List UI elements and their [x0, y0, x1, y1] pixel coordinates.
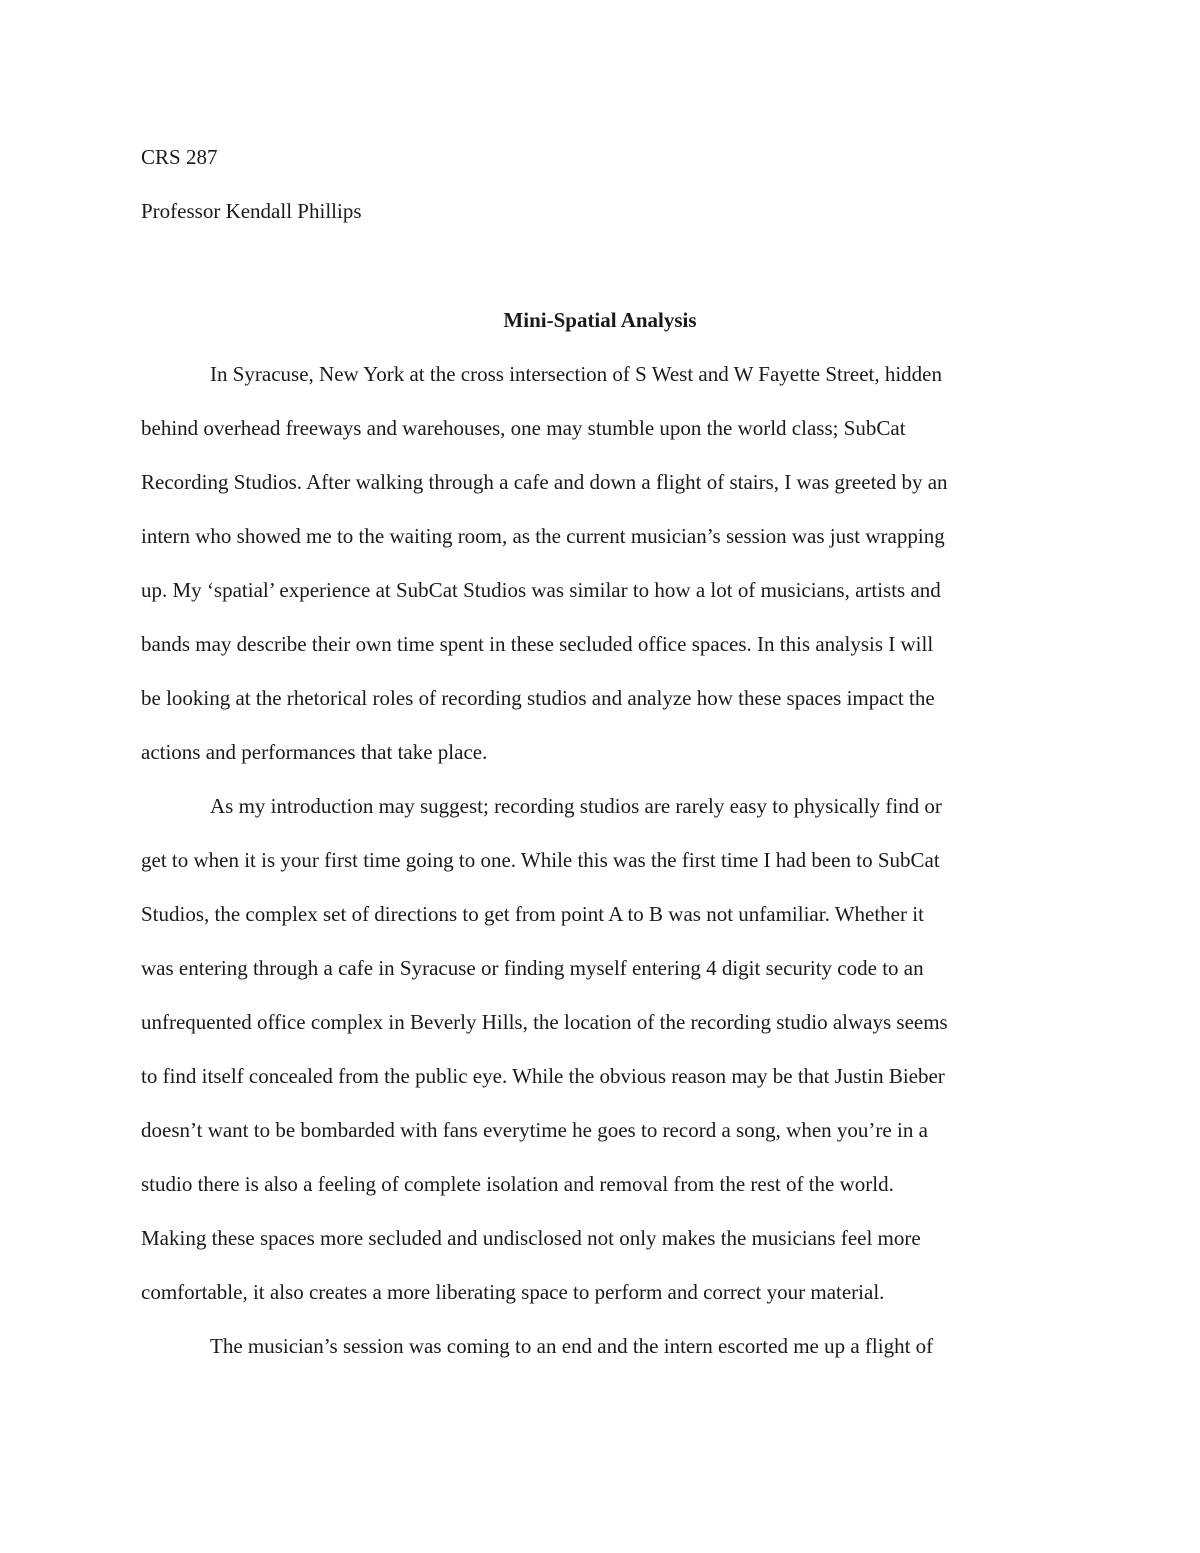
paragraph-line: behind overhead freeways and warehouses, one may stumble upon the world class; SubCat [141, 416, 906, 440]
paragraph-line: up. My ‘spatial’ experience at SubCat Studios was similar to how a lot of musicians, artists and [141, 578, 941, 602]
professor-line: Professor Kendall Phillips [141, 199, 362, 223]
paragraph-line: unfrequented office complex in Beverly Hills, the location of the recording studio always seems [141, 1010, 948, 1034]
paragraph-line: get to when it is your first time going to one. While this was the first time I had been to SubCat [141, 848, 940, 872]
paragraph-line: comfortable, it also creates a more liberating space to perform and correct your material. [141, 1280, 885, 1304]
paragraph-line: doesn’t want to be bombarded with fans everytime he goes to record a song, when you’re in a [141, 1118, 928, 1142]
paragraph-line: Making these spaces more secluded and undisclosed not only makes the musicians feel more [141, 1226, 921, 1250]
paragraph-line: bands may describe their own time spent in these secluded office spaces. In this analysis I will [141, 632, 934, 656]
paragraph-line: In Syracuse, New York at the cross intersection of S West and W Fayette Street, hidden [210, 362, 943, 386]
paragraph-line: Recording Studios. After walking through a cafe and down a flight of stairs, I was greeted by an [141, 470, 948, 494]
paragraph-line: Studios, the complex set of directions to get from point A to B was not unfamiliar. Whether it [141, 902, 924, 926]
paragraph-line: studio there is also a feeling of complete isolation and removal from the rest of the world. [141, 1172, 894, 1196]
paragraph-line: to find itself concealed from the public eye. While the obvious reason may be that Justin Bieber [141, 1064, 945, 1088]
document-title: Mini-Spatial Analysis [503, 308, 697, 332]
paragraph-line: As my introduction may suggest; recording studios are rarely easy to physically find or [210, 794, 942, 818]
paragraph-line: intern who showed me to the waiting room, as the current musician’s session was just wrapping [141, 524, 945, 548]
paragraph-line: The musician’s session was coming to an end and the intern escorted me up a flight of [210, 1334, 934, 1358]
paragraph-line: actions and performances that take place. [141, 740, 488, 764]
paragraph-line: was entering through a cafe in Syracuse or finding myself entering 4 digit security code to an [141, 956, 924, 980]
paragraph-line: be looking at the rhetorical roles of recording studios and analyze how these spaces impact the [141, 686, 935, 710]
course-line: CRS 287 [141, 145, 218, 169]
